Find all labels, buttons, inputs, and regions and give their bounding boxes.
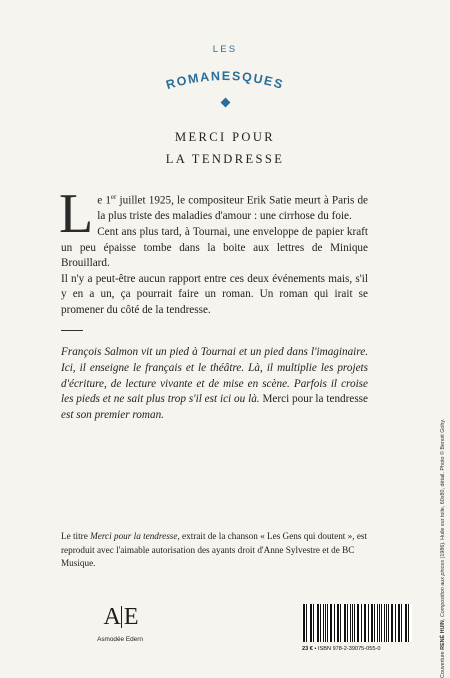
section-divider: [61, 330, 83, 331]
publisher-monogram-icon: [80, 604, 160, 630]
blurb-paragraph-3: Il n'y a peut-être aucun rapport entre ces deux événements mais, s'il y en a un, ça pourrait faire un roman. Un roman qui irait se promener du côté de la tendresse.: [61, 272, 368, 316]
cover-credit-rest: (1986). Huile sur toile, 60x80, détail. Photo © Benoit Gohy.: [440, 418, 446, 560]
blurb-p1-rest: juillet 1925, le compositeur Erik Satie meurt à Paris de la plus triste des maladies d'amour : une cirrhose du foie.: [97, 194, 369, 223]
author-bio-book-title: Merci pour la tendresse: [262, 393, 369, 406]
publisher-name: Asmodée Edern: [97, 636, 143, 643]
blurb-paragraph-2: Cent ans plus tard, à Tournai, une enveloppe de papier kraft un peu épaisse tombe dans la boite aux lettres de Minique Brouillard.: [61, 225, 368, 270]
barcode-bar: [392, 604, 393, 642]
blurb-p1-superscript: er: [110, 193, 117, 201]
author-bio-text: François Salmon vit un pied à Tournai et un pied dans l'imaginaire. Ici, il enseigne le français et le théâtre. Là, il multiplie les projets d'écriture, de lecture vivante et de mise en scène. Parfois il croise les pieds et ne sait plus trop s'il est ici ou là.: [61, 346, 368, 406]
credits-rest: , extrait de la chanson « Les Gens qui doutent », est reproduit avec l'aimable autorisation des ayants droit d'Anne Sylvestre et de BC Musique.: [61, 531, 368, 569]
monogram-bar: [121, 606, 122, 628]
barcode-bar: [381, 604, 382, 642]
barcode-bar: [344, 604, 345, 642]
song-credits: [61, 530, 368, 571]
blurb: [59, 183, 369, 423]
credits-title: Merci pour la tendresse: [90, 531, 178, 541]
isbn-line: [302, 646, 412, 652]
book-title-line-2: LA TENDRESSE: [165, 152, 285, 166]
isbn-number: • ISBN 978-2-39075-055-0: [312, 646, 381, 652]
publisher-logo: [80, 604, 160, 643]
book-title: [0, 126, 450, 170]
price: 23 €: [302, 646, 313, 652]
cover-credit-sep: ,: [440, 617, 446, 621]
cover-credit-label: Couverture: [440, 649, 446, 678]
monogram-left: A: [103, 604, 119, 630]
collection-logo: [0, 44, 450, 106]
monogram-right: E: [123, 604, 137, 630]
credits-start: Le titre: [61, 531, 91, 541]
author-bio-end: est son premier roman.: [61, 408, 164, 421]
cover-artist: RENÉ HUIN: [440, 620, 446, 650]
collection-arc: [145, 59, 305, 95]
author-bio: [61, 345, 368, 423]
book-title-line-1: MERCI POUR: [174, 130, 276, 144]
collection-label-top: LES: [212, 44, 238, 55]
barcode-icon: [302, 604, 412, 642]
cover-credit: [440, 418, 446, 678]
barcode-bar: [330, 604, 331, 642]
cover-work: Composition aux pinces: [440, 559, 446, 618]
diamond-ornament-icon: [220, 98, 230, 108]
barcode-bar: [313, 604, 314, 642]
blurb-p1-start: e 1: [97, 194, 111, 207]
barcode-bar: [364, 604, 365, 642]
barcode-block: [302, 604, 412, 652]
collection-label-arc: ROMANESQUES: [164, 68, 286, 93]
blurb-paragraph-1: [59, 183, 369, 245]
drop-cap: L: [59, 183, 94, 245]
